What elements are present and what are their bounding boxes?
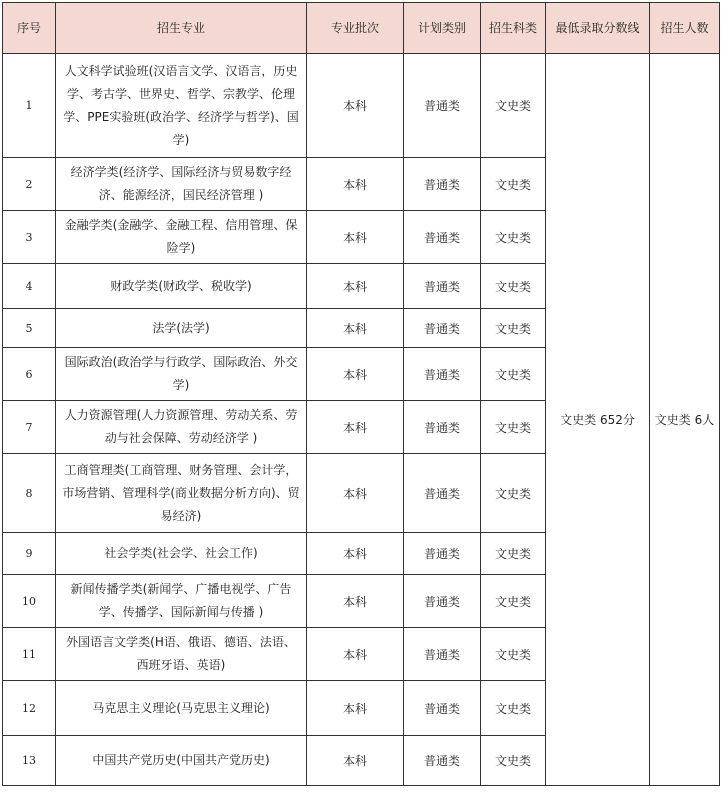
row-number: 4 xyxy=(3,264,56,309)
subject-cell: 文史类 xyxy=(481,575,546,628)
major-cell: 人文科学试验班(汉语言文学、汉语言，历史学、考古学、世界史、哲学、宗教学、伦理学、PPE实验班(政治学、经济学与哲学)、国学) xyxy=(56,54,307,158)
major-cell: 法学(法学) xyxy=(56,309,307,348)
subject-cell: 文史类 xyxy=(481,54,546,158)
subject-cell: 文史类 xyxy=(481,264,546,309)
subject-cell: 文史类 xyxy=(481,348,546,401)
major-cell: 财政学类(财政学、税收学) xyxy=(56,264,307,309)
header-row xyxy=(3,3,720,54)
plan-cell: 普通类 xyxy=(404,533,481,575)
plan-cell: 普通类 xyxy=(404,264,481,309)
header-subject: 招生科类 xyxy=(481,3,546,54)
batch-cell: 本科 xyxy=(307,575,404,628)
subject-cell: 文史类 xyxy=(481,454,546,533)
plan-cell: 普通类 xyxy=(404,348,481,401)
plan-cell: 普通类 xyxy=(404,211,481,264)
row-number: 9 xyxy=(3,533,56,575)
major-cell: 外国语言文学类(H语、俄语、德语、法语、西班牙语、英语) xyxy=(56,628,307,681)
plan-cell: 普通类 xyxy=(404,736,481,786)
batch-cell: 本科 xyxy=(307,264,404,309)
subject-cell: 文史类 xyxy=(481,681,546,736)
header-batch: 专业批次 xyxy=(307,3,404,54)
header-plan: 计划类别 xyxy=(404,3,481,54)
min-score-cell: 文史类 652分 xyxy=(546,54,650,786)
batch-cell: 本科 xyxy=(307,158,404,211)
row-number: 12 xyxy=(3,681,56,736)
subject-cell: 文史类 xyxy=(481,211,546,264)
batch-cell: 本科 xyxy=(307,54,404,158)
major-cell: 金融学类(金融学、金融工程、信用管理、保险学) xyxy=(56,211,307,264)
row-number: 6 xyxy=(3,348,56,401)
plan-cell: 普通类 xyxy=(404,628,481,681)
batch-cell: 本科 xyxy=(307,401,404,454)
major-cell: 国际政治(政治学与行政学、国际政治、外交学) xyxy=(56,348,307,401)
subject-cell: 文史类 xyxy=(481,158,546,211)
batch-cell: 本科 xyxy=(307,681,404,736)
major-cell: 马克思主义理论(马克思主义理论) xyxy=(56,681,307,736)
major-cell: 新闻传播学类(新闻学、广播电视学、广告学、传播学、国际新闻与传播 ) xyxy=(56,575,307,628)
plan-cell: 普通类 xyxy=(404,309,481,348)
row-number: 1 xyxy=(3,54,56,158)
major-cell: 社会学类(社会学、社会工作) xyxy=(56,533,307,575)
subject-cell: 文史类 xyxy=(481,628,546,681)
major-cell: 经济学类(经济学、国际经济与贸易数字经济、能源经济，国民经济管理 ) xyxy=(56,158,307,211)
plan-cell: 普通类 xyxy=(404,401,481,454)
major-cell: 中国共产党历史(中国共产党历史) xyxy=(56,736,307,786)
header-enrollment: 招生人数 xyxy=(650,3,720,54)
batch-cell: 本科 xyxy=(307,736,404,786)
batch-cell: 本科 xyxy=(307,309,404,348)
header-major: 招生专业 xyxy=(56,3,307,54)
batch-cell: 本科 xyxy=(307,211,404,264)
plan-cell: 普通类 xyxy=(404,681,481,736)
plan-cell: 普通类 xyxy=(404,454,481,533)
row-number: 2 xyxy=(3,158,56,211)
admission-table xyxy=(2,2,720,786)
row-number: 8 xyxy=(3,454,56,533)
subject-cell: 文史类 xyxy=(481,533,546,575)
plan-cell: 普通类 xyxy=(404,158,481,211)
row-number: 10 xyxy=(3,575,56,628)
header-min-score: 最低录取分数线 xyxy=(546,3,650,54)
batch-cell: 本科 xyxy=(307,454,404,533)
batch-cell: 本科 xyxy=(307,348,404,401)
plan-cell: 普通类 xyxy=(404,575,481,628)
major-cell: 人力资源管理(人力资源管理、劳动关系、劳动与社会保障、劳动经济学 ) xyxy=(56,401,307,454)
row-number: 13 xyxy=(3,736,56,786)
enrollment-cell: 文史类 6人 xyxy=(650,54,720,786)
table-row xyxy=(3,54,720,158)
row-number: 5 xyxy=(3,309,56,348)
batch-cell: 本科 xyxy=(307,533,404,575)
batch-cell: 本科 xyxy=(307,628,404,681)
plan-cell: 普通类 xyxy=(404,54,481,158)
row-number: 11 xyxy=(3,628,56,681)
row-number: 3 xyxy=(3,211,56,264)
subject-cell: 文史类 xyxy=(481,736,546,786)
header-no: 序号 xyxy=(3,3,56,54)
major-cell: 工商管理类(工商管理、财务管理、会计学，市场营销、管理科学(商业数据分析方向)、贸易经济) xyxy=(56,454,307,533)
subject-cell: 文史类 xyxy=(481,309,546,348)
subject-cell: 文史类 xyxy=(481,401,546,454)
row-number: 7 xyxy=(3,401,56,454)
